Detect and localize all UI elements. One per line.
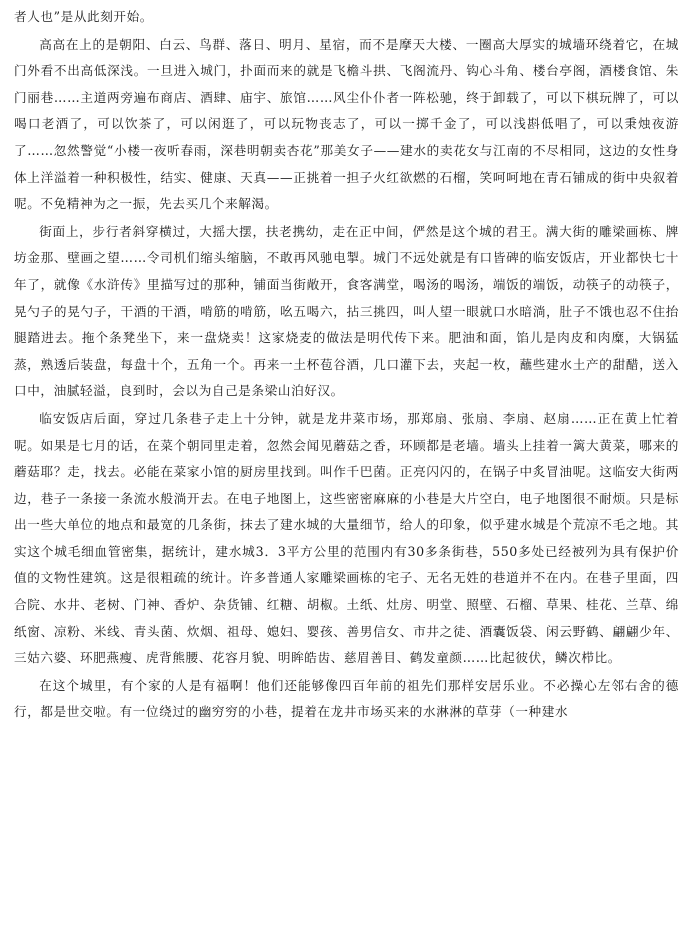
paragraph-2: 高高在上的是朝阳、白云、鸟群、落日、明月、星宿，而不是摩天大楼、一圈高大厚实的城墙环绕着它，在城门外看不出高低深浅。一旦进入城门，扑面而来的就是飞檐斗拱、飞阁流丹、钩心斗角、楼台亭阁，酒楼食馆、朱门丽巷……主道两旁遍布商店、酒肆、庙宇、旅馆……风尘仆仆者一阵松驰，终于卸载了，可以下棋玩牌了，可以喝口老酒了，可以饮茶了，可以闲逛了，可以玩物丧志了，可以一掷千金了，可以浅斟低唱了，可以秉烛夜游了……忽然警觉“小楼一夜听春雨，深巷明朝卖杏花”那美女子——建水的卖花女与江南的不尽相同，这边的女性身体上洋溢着一种积极性，结实、健康、天真——正挑着一担子火红欲燃的石榴，笑呵呵地在青石铺成的街中央叙着呢。不免精神为之一振，先去买几个来解渴。 [14, 36, 679, 212]
paragraph-5: 在这个城里，有个家的人是有福啊！他们还能够像四百年前的祖先们那样安居乐业。不必操心左邻右舍的德行，都是世交啦。有一位绕过的幽穷穷的小巷，提着在龙井市场买来的水淋淋的草芽（一种建水 [14, 677, 679, 720]
paragraph-4: 临安饭店后面，穿过几条巷子走上十分钟，就是龙井菜市场，那郑扇、张扇、李扇、赵扇……正在黄上忙着呢。如果是七月的话，在菜个朝同里走着，忽然会闻见蘑菇之香，环顾都是老墙。墙头上挂着一篱大黄菜，哪来的蘑菇耶？走，找去。必能在菜家小馆的厨房里找到。叫作千巴菌。正亮闪闪的，在锅子中炙冒油呢。这临安大街两边，巷子一条接一条流水般淌开去。在电子地图上，这些密密麻麻的小巷是大片空白，电子地图很不耐烦。只是标出一些大单位的地点和最宽的几条街，抹去了建水城的大量细节，给人的印象，似乎建水城是个荒凉不毛之地。其实这个城毛细血管密集，据统计，建水城3．3平方公里的范围内有30多条街巷，550多处已经被列为具有保护价值的文物性建筑。这是很粗疏的统计。许多普通人家雕梁画栋的宅子、无名无姓的巷道并不在内。在巷子里面，四合院、水井、老树、门神、香炉、杂货铺、红糖、胡椒。土纸、灶房、明堂、照壁、石榴、草果、桂花、兰草、绵纸窗、凉粉、米线、青头菌、炊烟、祖母、媳妇、婴孩、善男信女、市井之徒、酒囊饭袋、闲云野鹤、翩翩少年、三姑六婆、环肥燕瘦、虎背熊腰、花容月貌、明眸皓齿、慈眉善目、鹤发童颜……比起彼伏，鳞次栉比。 [14, 410, 679, 666]
paragraph-1: 者人也”是从此刻开始。 [14, 9, 153, 24]
paragraph-3: 街面上，步行者斜穿横过，大摇大摆，扶老携幼，走在正中间，俨然是这个城的君王。满大街的雕梁画栋、牌坊金那、壁画之望……令司机们缩头缩脑，不敢再风驰电掣。城门不远处就是有口皆碑的临安饭店，开业都快七十年了，就像《水浒传》里描写过的那种，铺面当街敞开，食客满堂，喝汤的喝汤，端饭的端饭，动筷子的动筷子，晃勺子的晃勺子，干酒的干酒，啃筋的啃筋，吆五喝六，拈三挑四，叫人望一眼就口水暗淌，肚子不饿也忍不住抬腿踏进去。拖个条凳坐下，来一盘烧卖！这家烧麦的做法是明代传下来。肥油和面，馅儿是肉皮和肉糜，大锅猛蒸，熟透后装盘，每盘十个，五角一个。再来一土杯苞谷酒，几口灌下去，夹起一枚，蘸些建水土产的甜醋，送入口中，油腻轻溢，良到时，会以为自己是条梁山泊好汉。 [14, 223, 679, 399]
